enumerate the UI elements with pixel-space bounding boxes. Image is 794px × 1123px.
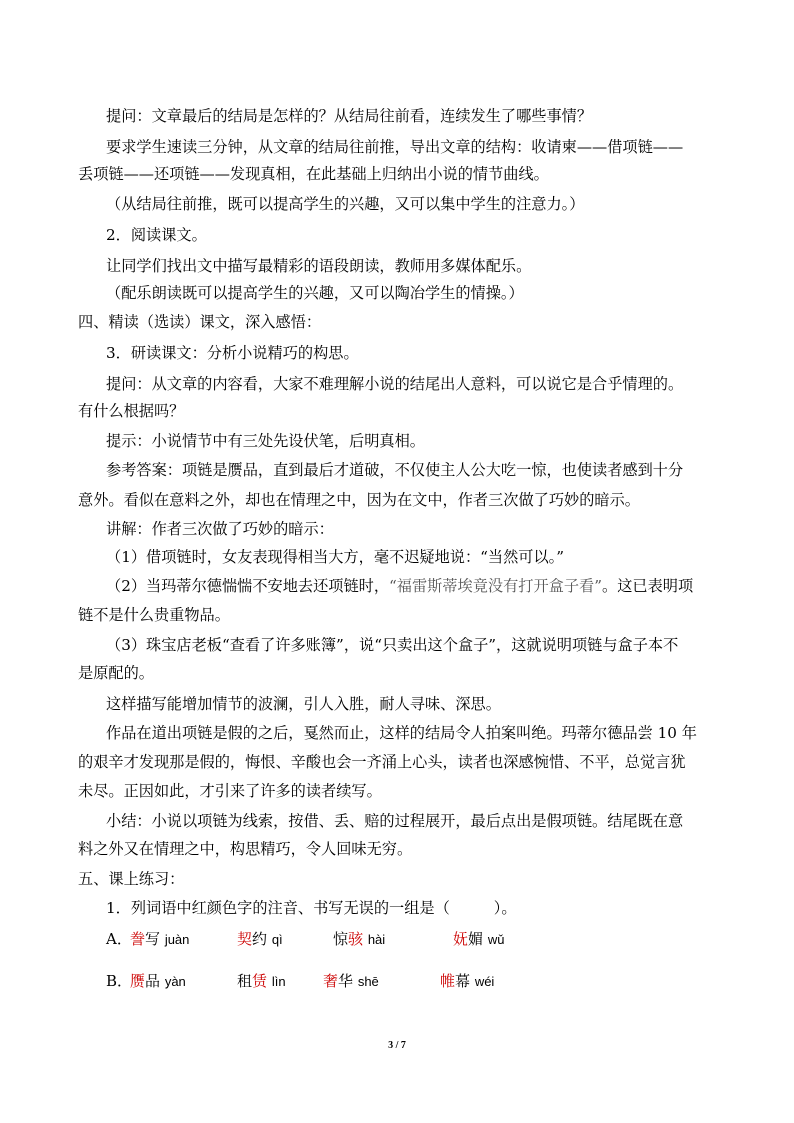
text: （2）当玛蒂尔德惴惴不安地去还项链时， [106,577,390,595]
option-a-label: A． [106,930,132,948]
text: ）。 [493,899,517,917]
section-heading: 四、精读（选读）课文，深入感悟： [78,313,321,331]
paragraph: （配乐朗读既可以提高学生的兴趣，又可以陶冶学生的情操。） [106,284,524,302]
paragraph: 要求学生速读三分钟，从文章的结局往前推，导出文章的结构：收请柬——借项链—— [106,138,684,156]
paragraph: 2．阅读课文。 [106,226,207,244]
paragraph: 让同学们找出文中描写最精彩的语段朗读，教师用多媒体配乐。 [106,257,532,275]
paragraph: 提问：从文章的内容看，大家不难理解小说的结尾出人意料，可以说它是合乎情理的。 [106,375,684,393]
paragraph: （从结局往前推，既可以提高学生的兴趣，又可以集中学生的注意力。） [106,195,585,213]
paragraph: （1）借项链时，女友表现得相当大方，毫不迟疑地说：“当然可以。” [106,548,565,566]
option-b-word-3: 奢华 shē [323,972,379,990]
text: 1．列词语中红颜色字的注音、书写无误的一组是（ [106,899,450,917]
paragraph: 讲解：作者三次做了巧妙的暗示： [106,520,334,538]
page-number: 3 / 7 [388,1040,406,1051]
paragraph: 有什么根据吗？ [78,402,185,420]
paragraph: 是原配的。 [78,664,154,682]
paragraph: 料之外又在情理之中，构思精巧，令人回味无穷。 [78,840,413,858]
paragraph: 提问：文章最后的结局是怎样的？从结局往前看，连续发生了哪些事情？ [106,107,592,125]
paragraph: 作品在道出项链是假的之后，戛然而止，这样的结局令人拍案叫绝。玛蒂尔德品尝 10 年 [106,724,697,742]
section-heading: 五、课上练习： [78,870,185,888]
paragraph: 小结：小说以项链为线索，按借、丢、赔的过程展开，最后点出是假项链。结尾既在意 [106,812,684,830]
option-b-word-1: 赝品 yàn [130,972,186,990]
paragraph: 这样描写能增加情节的波澜，引人入胜，耐人寻味、深思。 [106,695,501,713]
option-a-word-2: 契约 qì [237,930,283,948]
paragraph: 的艰辛才发现那是假的，悔恨、辛酸也会一齐涌上心头，读者也深感惋惜、不平，总觉言犹 [78,753,686,771]
option-b-word-4: 帷幕 wéi [440,972,495,990]
option-b-label: B． [106,972,133,990]
paragraph: 意外。看似在意料之外，却也在情理之中，因为在文中，作者三次做了巧妙的暗示。 [78,491,640,509]
question [106,898,517,918]
paragraph: 链不是什么贵重物品。 [78,606,230,624]
paragraph: （3）珠宝店老板“查看了许多账簿”，说“只卖出这个盒子”，这就说明项链与盒子本不 [106,636,679,654]
paragraph: 未尽。正因如此，才引来了许多的读者续写。 [78,782,382,800]
option-a-word-1: 誊写 juàn [130,930,190,948]
option-b-word-2: 租赁 lìn [237,972,286,990]
paragraph: 参考答案：项链是赝品，直到最后才道破，不仅使主人公大吃一惊，也使读者感到十分 [106,461,684,479]
option-a-word-4: 妩媚 wǔ [453,930,505,948]
paragraph [106,576,693,596]
option-a-word-3: 惊骇 hài [333,930,386,948]
quote: “福雷斯蒂埃竟没有打开盒子看” [389,577,603,595]
paragraph: 提示：小说情节中有三处先设伏笔，后明真相。 [106,432,425,450]
paragraph: 3．研读课文：分析小说精巧的构思。 [106,344,359,362]
paragraph: 丢项链——还项链——发现真相，在此基础上归纳出小说的情节曲线。 [78,165,549,183]
text: 。这已表明项 [602,577,694,595]
